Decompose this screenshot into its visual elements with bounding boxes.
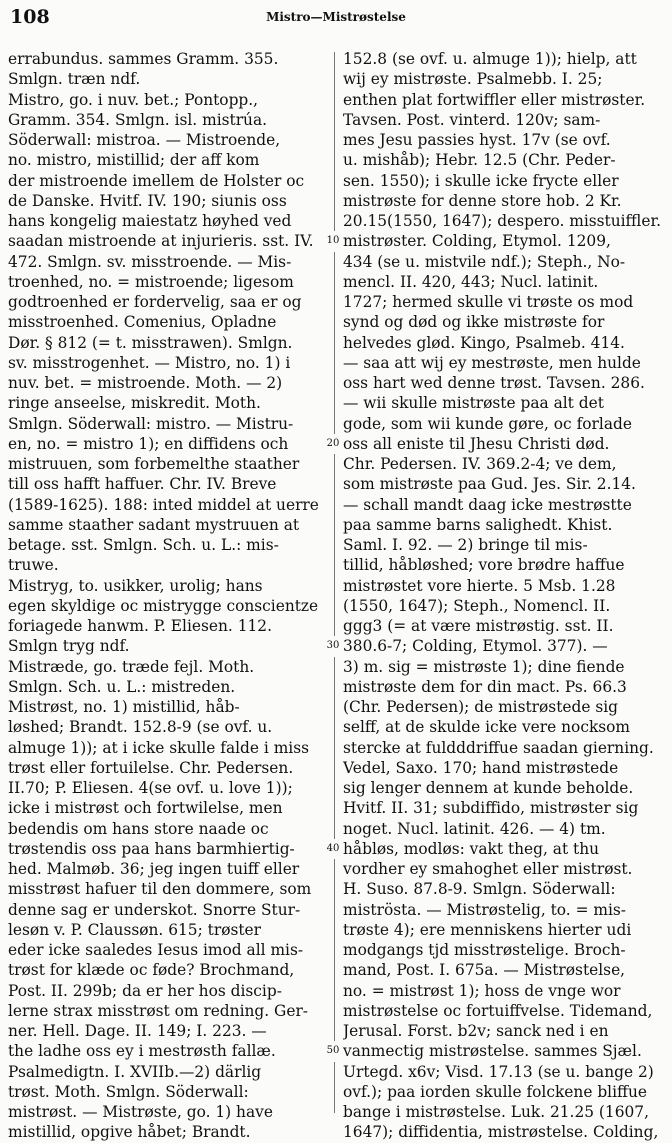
text-line: Psalmedigtn. I. XVIIb.—2) därlig [8, 1062, 262, 1081]
text-line: Smlgn. træn ndf. [8, 70, 141, 89]
text-line: the ladhe oss ey i mestrøsth fallæ. [8, 1042, 276, 1061]
text-line: H. Suso. 87.8-9. Smlgn. Söderwall: [343, 880, 616, 899]
line-number: 10 [322, 231, 344, 251]
text-line: 472. Smlgn. sv. misstroende. — Mis- [8, 252, 292, 271]
text-line: 20.15(1550, 1647); despero. misstuiffler. [343, 212, 662, 230]
column-divider [334, 52, 335, 1113]
line-number: 20 [322, 434, 344, 454]
text-line: lesøn v. P. Claussøn. 615; trøster [8, 920, 262, 939]
text-line: mistrøste for denne store hob. 2 Kr. [343, 191, 622, 210]
text-line: denne sag er underskot. Snorre Stur- [8, 900, 301, 919]
text-line: samme staather sadant mystruuen at [8, 515, 300, 534]
text-line: synd og død og ikke mistrøste for [343, 313, 605, 332]
text-line: stercke at fuldddriffue saadan gierning. [343, 738, 654, 757]
text-line: truwe. [8, 556, 59, 575]
text-line: Smlgn. Sch. u. L.: mistreden. [8, 677, 236, 696]
text-line: modgangs tjd misstrøstelige. Broch- [343, 941, 626, 959]
text-line: troenhed, no. = mistroende; ligesom [8, 272, 294, 291]
text-line: Vedel, Saxo. 170; hand mistrøstede [343, 758, 619, 777]
text-line: nuv. bet. = mistroende. Moth. — 2) [8, 374, 283, 392]
text-line: trøste 4); ere menniskens hierter udi [343, 920, 632, 939]
text-line: trøstendis oss paa hans barmhiertig- [8, 839, 295, 858]
text-line: 434 (se u. mistvile ndf.); Steph., No- [343, 252, 626, 271]
text-line: 1727; hermed skulle vi trøste os mod [343, 293, 634, 311]
text-line: ner. Hell. Dage. II. 149; I. 223. — [8, 1022, 267, 1040]
text-line: Chr. Pedersen. IV. 369.2-4; ve dem, [343, 455, 617, 473]
text-line: oss hart wed denne trøst. Tavsen. 286. [343, 374, 645, 392]
text-line: 380.6-7; Colding, Etymol. 377). — [343, 637, 608, 656]
text-line: no. = mistrøst 1); hoss de vnge wor [343, 981, 621, 1000]
text-line: Urtegd. x6v; Visd. 17.13 (se u. bange 2) [343, 1062, 654, 1081]
text-line: 152.8 (se ovf. u. almuge 1)); hielp, att [343, 50, 637, 68]
text-line: vanmectig mistrøstelse. sammes Sjæl. [343, 1042, 642, 1061]
line-number: 50 [322, 1041, 344, 1061]
text-line: (Chr. Pedersen); de mistrøstede sig [343, 698, 619, 716]
text-line: betage. sst. Smlgn. Sch. u. L.: mis- [8, 536, 279, 554]
text-line: mistrøstelse oc fortuiffvelse. Tidemand, [343, 1001, 653, 1020]
text-line: trøst for klæde oc føde? Brochmand, [8, 961, 295, 980]
text-line: selff, at de skulde icke vere nocksom [343, 718, 631, 737]
text-line: mistrøst. — Mistrøste, go. 1) have [8, 1103, 273, 1121]
text-line: Mistræde, go. træde fejl. Moth. [8, 657, 255, 676]
text-line: misstroenhed. Comenius, Opladne [8, 313, 277, 332]
text-line: godtroenhed er fordervelig, saa er og [8, 293, 302, 311]
text-line: Post. II. 299b; da er her hos discip- [8, 981, 282, 1000]
text-line: Tavsen. Post. vinterd. 120v; sam- [343, 110, 601, 129]
running-title: Mistro—Mistrøstelse [266, 10, 406, 24]
text-line: ggg3 (= at være mistrøstig. sst. II. [343, 617, 614, 635]
text-line: mand, Post. I. 675a. — Mistrøstelse, [343, 961, 626, 980]
text-line: mencl. II. 420, 443; Nucl. latinit. [343, 272, 599, 291]
text-line: håbløs, modløs: vakt theg, at thu [343, 839, 600, 858]
text-line: paa samme barns salighedt. Khist. [343, 515, 613, 534]
text-line: oss all eniste til Jhesu Christi død. [343, 434, 610, 453]
text-line: mistrøste dem for din mact. Ps. 66.3 [343, 677, 627, 696]
text-line: errabundus. sammes Gramm. 355. [8, 50, 279, 68]
text-line: lerne strax misstrøst om redning. Ger- [8, 1001, 308, 1020]
text-line: mes Jesu passies hyst. 17v (se ovf. [343, 131, 611, 149]
text-line: (1589-1625). 188: inted middel at uerre [8, 495, 319, 514]
text-line: (1550, 1647); Steph., Nomencl. II. [343, 596, 611, 615]
text-line: u. mishåb); Hebr. 12.5 (Chr. Peder- [343, 151, 616, 170]
text-line: wij ey mistrøste. Psalmebb. I. 25; [343, 70, 603, 89]
text-line: mistrøster. Colding, Etymol. 1209, [343, 232, 611, 251]
text-line: foriagede hanwm. P. Eliesen. 112. [8, 617, 272, 635]
text-line: Hvitf. II. 31; subdiffido, mistrøster sig [343, 799, 639, 818]
text-line: Smlgn. Söderwall: mistro. — Mistru- [8, 414, 294, 433]
text-line: bange i mistrøstelse. Luk. 21.25 (1607, [343, 1103, 649, 1121]
left-column [8, 49, 329, 1143]
text-line: sen. 1550); i skulle icke frycte eller [343, 171, 619, 190]
text-line: egen skyldige oc mistrygge conscientze [8, 596, 319, 615]
text-line: bedendis om hans store naade oc [8, 819, 269, 838]
text-line: trøst. Moth. Smlgn. Söderwall: [8, 1082, 249, 1101]
page-header [10, 6, 662, 32]
text-line: Söderwall: mistroa. — Mistroende, [8, 131, 281, 149]
text-line: — wii skulle mistrøste paa alt det [343, 394, 604, 413]
text-line: eder icke saaledes Iesus imod all mis- [8, 941, 304, 959]
text-line: Gramm. 354. Smlgn. isl. mistrúa. [8, 110, 268, 129]
text-line: tillid, håbløshed; vore brødre haffue [343, 556, 625, 575]
text-line: icke i mistrøst och fortwilelse, men [8, 799, 283, 818]
text-line: II.70; P. Eliesen. 4(se ovf. u. love 1)); [8, 779, 293, 797]
text-line: løshed; Brandt. 152.8-9 (se ovf. u. [8, 718, 273, 737]
text-line: almuge 1)); at i icke skulle falde i miss [8, 738, 310, 757]
text-line: miströsta. — Mistrøstelig, to. = mis- [343, 900, 626, 919]
text-line: som mistrøste paa Gud. Jes. Sir. 2.14. [343, 475, 636, 494]
text-line: der mistroende imellem de Holster oc [8, 171, 305, 190]
text-line: noget. Nucl. latinit. 426. — 4) tm. [343, 819, 606, 838]
text-line: ovf.); paa iorden skulle folckene bliffue [343, 1082, 647, 1101]
text-line: — schall mandt daag icke mestrøstte [343, 495, 632, 514]
text-line: 1647); diffidentia, mistrøstelse. Colding, [343, 1123, 659, 1142]
text-line: till oss hafft haffuer. Chr. IV. Breve [8, 475, 277, 494]
text-line: Mistro, go. i nuv. bet.; Pontopp., [8, 90, 259, 109]
right-column [343, 49, 664, 1143]
text-line: 3) m. sig = mistrøste 1); dine fiende [343, 657, 625, 676]
text-line: hed. Malmøb. 36; jeg ingen tuiff eller [8, 860, 300, 878]
text-line: trøst eller fortuilelse. Chr. Pedersen. [8, 758, 294, 777]
text-line: Smlgn tryg ndf. [8, 637, 130, 656]
text-line: Jerusal. Forst. b2v; sanck ned i en [343, 1022, 609, 1040]
text-line: ringe anseelse, miskredit. Moth. [8, 394, 261, 413]
text-line: vordher ey smahoghet eller mistrøst. [343, 860, 633, 878]
text-line: en, no. = mistro 1); en diffidens och [8, 434, 289, 453]
text-line: — saa att wij ey mestrøste, men hulde [343, 353, 641, 372]
text-line: Saml. I. 92. — 2) bringe til mis- [343, 536, 588, 554]
text-line: enthen plat fortwiffler eller mistrøster. [343, 90, 646, 109]
line-number: 30 [322, 636, 344, 656]
text-line: saadan mistroende at injurieris. sst. IV. [8, 232, 314, 251]
text-line: de Danske. Hvitf. IV. 190; siunis oss [8, 191, 287, 210]
page-number: 108 [10, 6, 50, 28]
text-line: Mistryg, to. usikker, urolig; hans [8, 576, 263, 595]
text-line: mistrøstet vore hierte. 5 Msb. 1.28 [343, 576, 616, 595]
text-line: misstrøst hafuer til den dommere, som [8, 880, 312, 899]
text-line: helvedes glød. Kingo, Psalmeb. 414. [343, 333, 625, 352]
text-line: mistruuen, som forbemelthe staather [8, 455, 300, 473]
text-line: hans kongelig maiestatz høyhed ved [8, 212, 292, 230]
text-line: Mistrøst, no. 1) mistillid, håb- [8, 698, 240, 716]
text-line: no. mistro, mistillid; der aff kom [8, 151, 260, 170]
text-line: sig lenger dennem at kunde beholde. [343, 779, 634, 797]
text-line: gode, som wii kunde gøre, oc forlade [343, 414, 632, 433]
text-line: sv. misstrogenhet. — Mistro, no. 1) i [8, 353, 291, 372]
text-line: mistillid, opgive håbet; Brandt. [8, 1123, 251, 1142]
line-number: 40 [322, 839, 344, 859]
text-line: Dør. § 812 (= t. misstrawen). Smlgn. [8, 333, 293, 352]
